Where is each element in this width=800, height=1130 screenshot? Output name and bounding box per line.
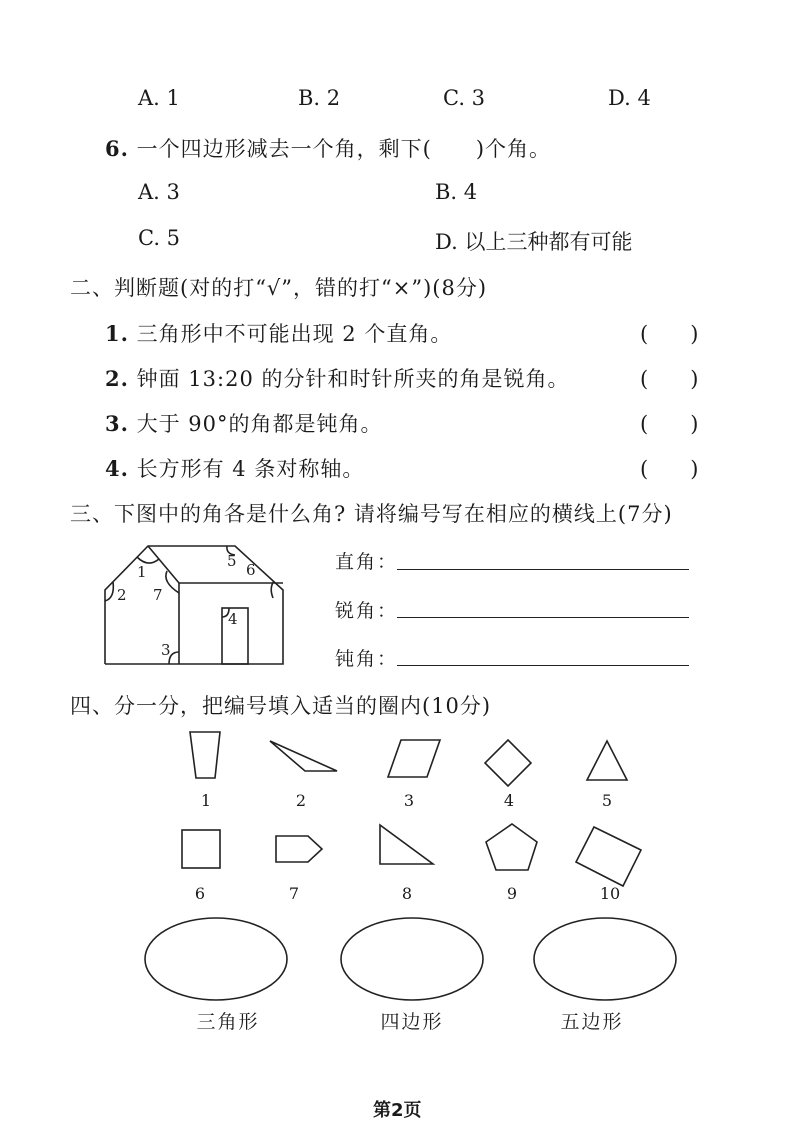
shape-1-trapezoid [190,732,220,778]
judge-item-number: 4. [105,456,129,481]
judge-item-number: 2. [105,366,129,391]
shape-number-2: 2 [295,791,307,810]
q5-option-a: A. 1 [138,86,180,110]
judge-item-number: 3. [105,411,129,436]
q5-option-d: D. 4 [608,86,651,110]
right-angle-label: 直角： [335,551,399,573]
judge-answer-paren-2[interactable]: ( ) [640,367,699,391]
quadrilateral-category-label: 四边形 [380,1011,444,1033]
shape-number-10: 10 [599,884,621,903]
judge-item-text: 钟面 13:20 的分针和时针所夹的角是锐角。 [136,367,570,391]
shape-6-square [182,830,220,868]
judge-item-1 [105,318,452,348]
judge-answer-paren-1[interactable]: ( ) [640,322,699,346]
obtuse-angle-label: 钝角： [335,648,399,670]
shape-7-pentagon-arrow [276,836,322,862]
angle-label-5: 5 [227,552,237,570]
shape-3-parallelogram [388,740,440,777]
section3-title: 三、下图中的角各是什么角? 请将编号写在相应的横线上(7分) [70,502,673,526]
angle-label-2: 2 [117,586,127,604]
q5-option-c: C. 3 [443,86,486,110]
q6-option-b: B. 4 [435,180,478,204]
shape-number-1: 1 [200,791,212,810]
quadrilateral-category-ellipse[interactable] [341,918,483,1000]
shape-10-rectangle [576,827,641,886]
shape-number-5: 5 [601,791,613,810]
acute-angle-label: 锐角： [335,600,399,622]
angle-label-1: 1 [137,563,147,581]
q6-text: 一个四边形减去一个角，剩下( )个角。 [136,137,552,161]
pentagon-category-ellipse[interactable] [534,918,676,1000]
obtuse-angle-answer-line[interactable] [397,665,689,666]
pentagon-category-label: 五边形 [560,1011,624,1033]
shape-number-4: 4 [503,791,515,810]
category-ellipses [0,915,800,1005]
shape-9-pentagon [486,824,537,870]
angle-label-7: 7 [153,586,163,604]
shape-number-3: 3 [403,791,415,810]
q6-option-d: D. 以上三种都有可能 [435,230,633,254]
shapes-figure [0,725,800,905]
q6-option-a: A. 3 [138,180,180,204]
judge-item-text: 长方形有 4 条对称轴。 [136,457,365,481]
angle-label-4: 4 [228,610,238,628]
q6-option-c: C. 5 [138,226,181,250]
shape-number-7: 7 [288,884,300,903]
house-figure [95,538,295,670]
shape-2-obtuse-triangle [270,741,337,771]
shape-5-triangle [587,741,627,780]
judge-item-text: 三角形中不可能出现 2 个直角。 [136,322,453,346]
judge-item-3 [105,408,383,438]
q6-number: 6. [105,136,129,161]
shape-number-9: 9 [506,884,518,903]
shape-8-right-triangle [380,825,433,864]
shape-number-6: 6 [194,884,206,903]
acute-angle-answer-line[interactable] [397,617,689,618]
angle-label-6: 6 [246,561,256,579]
section4-title: 四、分一分，把编号填入适当的圈内(10分) [70,694,492,718]
angle-label-3: 3 [161,641,171,659]
page-number: 第2页 [373,1100,422,1121]
judge-item-4 [105,453,364,483]
section2-title: 二、判断题(对的打“√”，错的打“×”)(8分) [70,276,488,300]
judge-item-text: 大于 90°的角都是钝角。 [136,412,383,436]
triangle-category-label: 三角形 [196,1011,260,1033]
right-angle-answer-line[interactable] [397,569,689,570]
q5-option-b: B. 2 [298,86,341,110]
judge-answer-paren-3[interactable]: ( ) [640,412,699,436]
triangle-category-ellipse[interactable] [145,918,287,1000]
judge-answer-paren-4[interactable]: ( ) [640,457,699,481]
judge-item-number: 1. [105,321,129,346]
judge-item-2 [105,363,570,393]
q6-question [105,133,551,163]
shape-number-8: 8 [401,884,413,903]
shape-4-rhombus [485,740,531,786]
